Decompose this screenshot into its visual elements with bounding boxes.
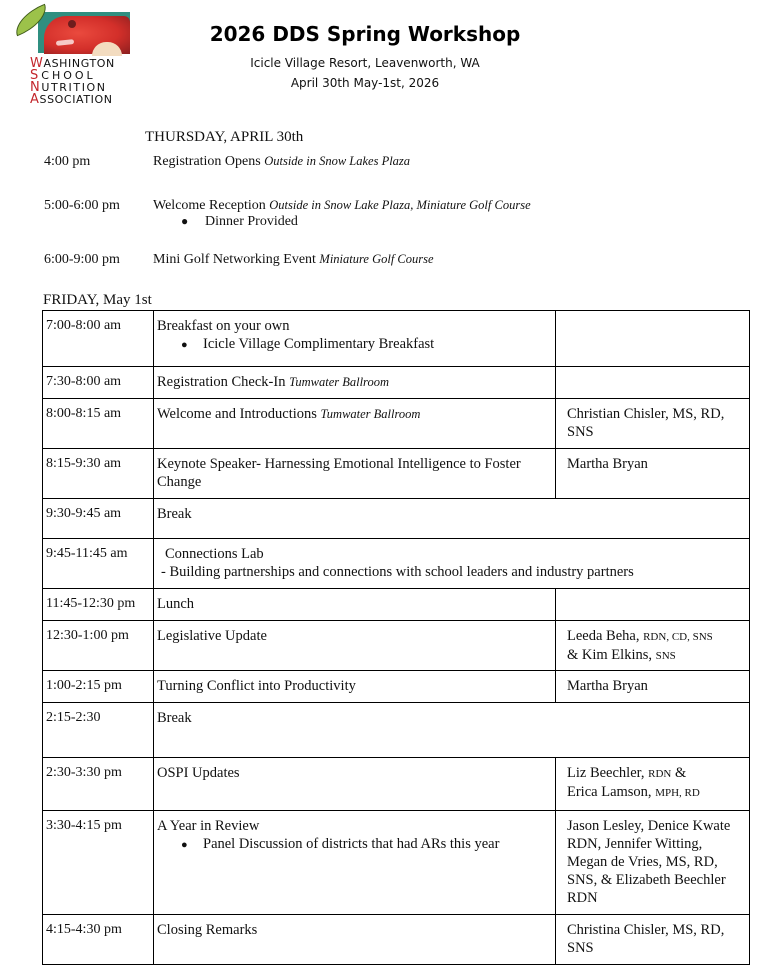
- table-row: [43, 671, 750, 703]
- session-cell: Keynote Speaker- Harnessing Emotional Intelligence to Foster Change: [154, 449, 556, 499]
- speaker-cell: [556, 367, 750, 399]
- speaker-line: Leeda Beha, RDN, CD, SNS: [567, 628, 713, 644]
- event-location: Miniature Golf Course: [319, 252, 434, 266]
- session-cell: Lunch: [154, 589, 556, 621]
- table-row: [43, 367, 750, 399]
- speaker-line: Erica Lamson, MPH, RD: [567, 784, 700, 800]
- table-row: [43, 399, 750, 449]
- table-row: [43, 915, 750, 965]
- event-time: 4:00 pm: [44, 154, 91, 169]
- time-cell: 11:45-12:30 pm: [43, 589, 154, 621]
- speaker-cell: Jason Lesley, Denice Kwate RDN, Jennifer Witting, Megan de Vries, MS, RD, SNS, & Elizabeth Beechler RDN: [556, 811, 750, 915]
- time-cell: 7:00-8:00 am: [43, 311, 154, 367]
- time-cell: 4:15-4:30 pm: [43, 915, 154, 965]
- event-dates: April 30th May-1st, 2026: [290, 76, 440, 90]
- friday-heading: FRIDAY, May 1st: [43, 292, 152, 308]
- bullet-icon: ●: [181, 339, 188, 351]
- speaker-line: & Kim Elkins, SNS: [567, 647, 676, 663]
- table-row: [43, 758, 750, 811]
- thursday-heading: THURSDAY, APRIL 30th: [145, 129, 304, 145]
- speaker-cell: Christina Chisler, MS, RD, SNS: [556, 915, 750, 965]
- session-cell: Break: [154, 499, 750, 539]
- event-time: 6:00-9:00 pm: [44, 252, 120, 267]
- session-title: Welcome and Introductions: [157, 406, 317, 422]
- session-cell: Closing Remarks: [154, 915, 556, 965]
- venue: Icicle Village Resort, Leavenworth, WA: [250, 56, 480, 70]
- session-title: Registration Check-In: [157, 374, 286, 390]
- table-row: [43, 449, 750, 499]
- table-row: [43, 499, 750, 539]
- speaker-cell: [556, 758, 750, 811]
- time-cell: 9:45-11:45 am: [43, 539, 154, 589]
- event-title: Registration Opens Outside in Snow Lakes Plaza: [153, 154, 411, 169]
- logo-line: ASSOCIATION: [30, 92, 113, 107]
- event-title: Welcome Reception Outside in Snow Lake Plaza, Miniature Golf Course: [153, 198, 531, 213]
- session-cell: [154, 539, 750, 589]
- speaker-cell: [556, 589, 750, 621]
- speaker-line: Liz Beechler, RDN &: [567, 765, 687, 781]
- time-cell: 12:30-1:00 pm: [43, 621, 154, 671]
- table-row: [43, 811, 750, 915]
- friday-schedule-table: [42, 310, 750, 965]
- event-bullet: ● Dinner Provided: [181, 214, 298, 229]
- page-title: 2026 DDS Spring Workshop: [209, 22, 521, 46]
- session-cell: Legislative Update: [154, 621, 556, 671]
- session-cell: Turning Conflict into Productivity: [154, 671, 556, 703]
- session-location: Tumwater Ballroom: [289, 375, 389, 389]
- event-location: Outside in Snow Lakes Plaza: [264, 154, 411, 168]
- time-cell: 2:30-3:30 pm: [43, 758, 154, 811]
- event-location: Outside in Snow Lake Plaza, Miniature Golf Course: [269, 198, 531, 212]
- session-bullet: ● Icicle Village Complimentary Breakfast: [181, 336, 435, 352]
- bullet-icon: ●: [181, 839, 188, 851]
- event-title: Mini Golf Networking Event Miniature Golf Course: [153, 252, 434, 267]
- session-bullet: ● Panel Discussion of districts that had ARs this year: [181, 836, 500, 852]
- session-cell: [154, 399, 556, 449]
- speaker-cell: Martha Bryan: [556, 671, 750, 703]
- session-cell: [154, 367, 556, 399]
- session-title: A Year in Review: [157, 818, 260, 834]
- time-cell: 3:30-4:15 pm: [43, 811, 154, 915]
- table-row: [43, 621, 750, 671]
- bullet-icon: ●: [181, 214, 189, 228]
- speaker-cell: [556, 311, 750, 367]
- session-location: Tumwater Ballroom: [320, 407, 421, 421]
- session-subtitle: - Building partnerships and connections with school leaders and industry partners: [161, 564, 634, 580]
- table-row: [43, 539, 750, 589]
- session-title: Connections Lab: [165, 546, 264, 562]
- time-cell: 8:15-9:30 am: [43, 449, 154, 499]
- logo-line: SCHOOL: [30, 68, 96, 83]
- table-row: [43, 589, 750, 621]
- speaker-cell: Christian Chisler, MS, RD, SNS: [556, 399, 750, 449]
- time-cell: 7:30-8:00 am: [43, 367, 154, 399]
- logo-line: NUTRITION: [30, 80, 107, 95]
- session-cell: OSPI Updates: [154, 758, 556, 811]
- time-cell: 2:15-2:30: [43, 703, 154, 758]
- session-cell: [154, 311, 556, 367]
- time-cell: 8:00-8:15 am: [43, 399, 154, 449]
- speaker-cell: Martha Bryan: [556, 449, 750, 499]
- table-row: [43, 703, 750, 758]
- speaker-cell: [556, 621, 750, 671]
- time-cell: 1:00-2:15 pm: [43, 671, 154, 703]
- table-row: [43, 311, 750, 367]
- session-title: Breakfast on your own: [157, 318, 290, 334]
- event-time: 5:00-6:00 pm: [44, 198, 120, 213]
- logo-line: WASHINGTON: [30, 56, 115, 71]
- time-cell: 9:30-9:45 am: [43, 499, 154, 539]
- session-cell: Break: [154, 703, 750, 758]
- session-cell: [154, 811, 556, 915]
